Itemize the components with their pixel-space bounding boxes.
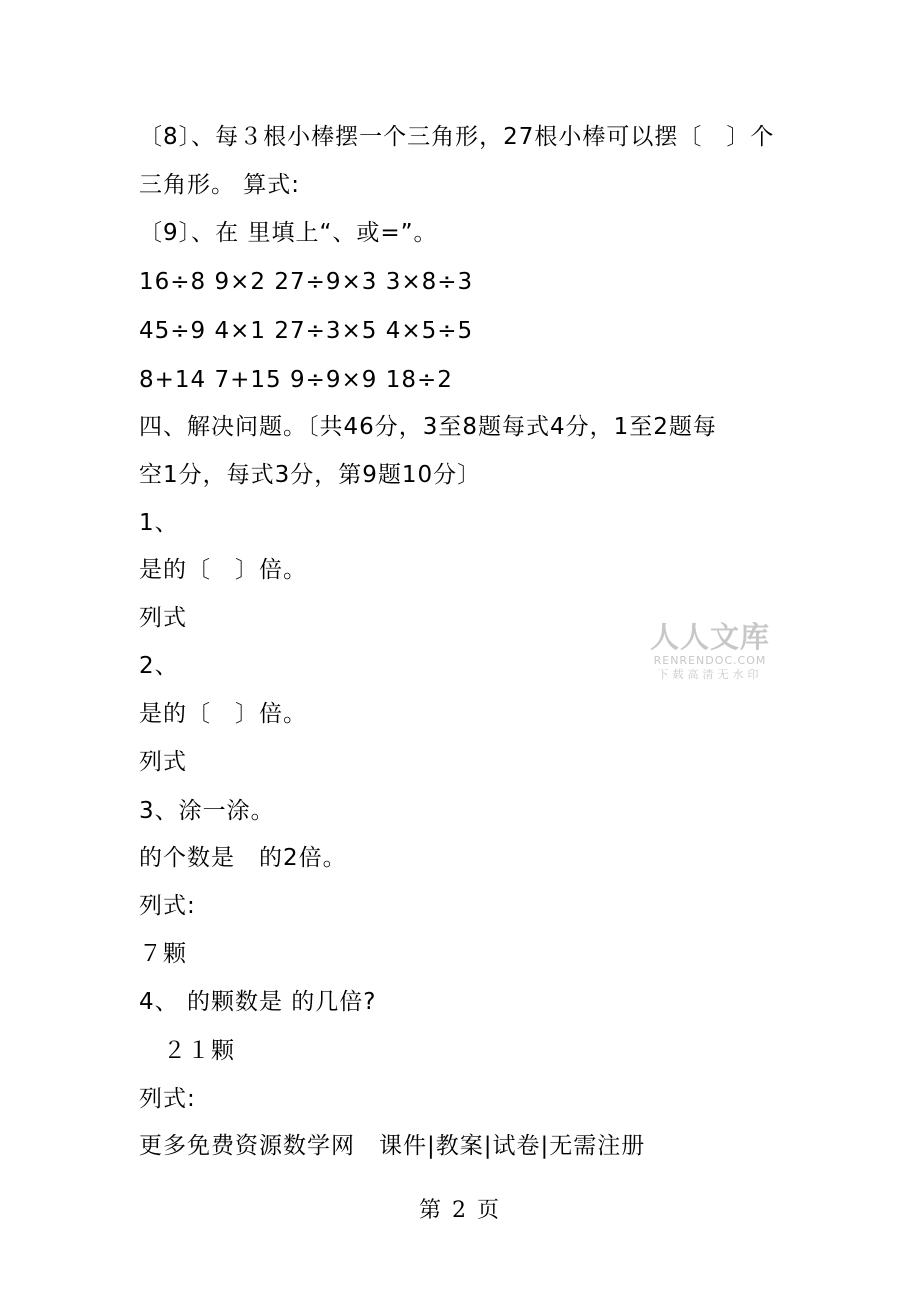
problem-4-count-label: ２１颗 [139,1038,235,1064]
comparison-row-2: 45÷9 4×1 27÷3×5 4×5÷5 [139,318,474,344]
problem-1-number: 1、 [139,510,179,536]
problem-1-formula-label: 列式 [139,605,187,631]
watermark-logo [646,620,774,682]
problem-3-title: 3、涂一涂。 [139,798,275,824]
problem-2-number: 2、 [139,653,179,679]
problem-4-formula-label: 列式: [139,1086,196,1112]
question-8-line-1: 〔8〕、每３根小棒摆一个三角形，27根小棒可以摆〔 〕个 [139,124,775,150]
question-8-line-2: 三角形。 算式: [139,172,301,198]
watermark-title: 人人文库 [649,620,770,654]
problem-2-text: 是的〔 〕倍。 [139,701,307,727]
resource-footer-text: 更多免费资源数学网 课件|教案|试卷|无需注册 [139,1133,646,1159]
comparison-row-1: 16÷8 9×2 27÷9×3 3×8÷3 [139,269,474,295]
problem-4-text: 4、 的颗数是 的几倍? [139,989,377,1015]
page-number: 第 2 页 [419,1198,501,1223]
question-9-instruction: 〔9〕、在 里填上“、或=”。 [139,220,438,246]
problem-3-count-label: ７颗 [139,941,187,967]
problem-1-text: 是的〔 〕倍。 [139,557,307,583]
watermark-url: RENRENDOC.COM [653,654,767,667]
watermark-subtitle: 下载高清无水印 [657,668,763,681]
problem-3-text: 的个数是 的2倍。 [139,845,347,871]
problem-3-formula-label: 列式: [139,893,196,919]
section-4-heading-line-1: 四、解决问题。〔共46分，3至8题每式4分，1至2题每 [139,414,717,440]
problem-2-formula-label: 列式 [139,749,187,775]
section-4-heading-line-2: 空1分，每式3分，第9题10分〕 [139,462,482,488]
comparison-row-3: 8+14 7+15 9÷9×9 18÷2 [139,367,453,393]
